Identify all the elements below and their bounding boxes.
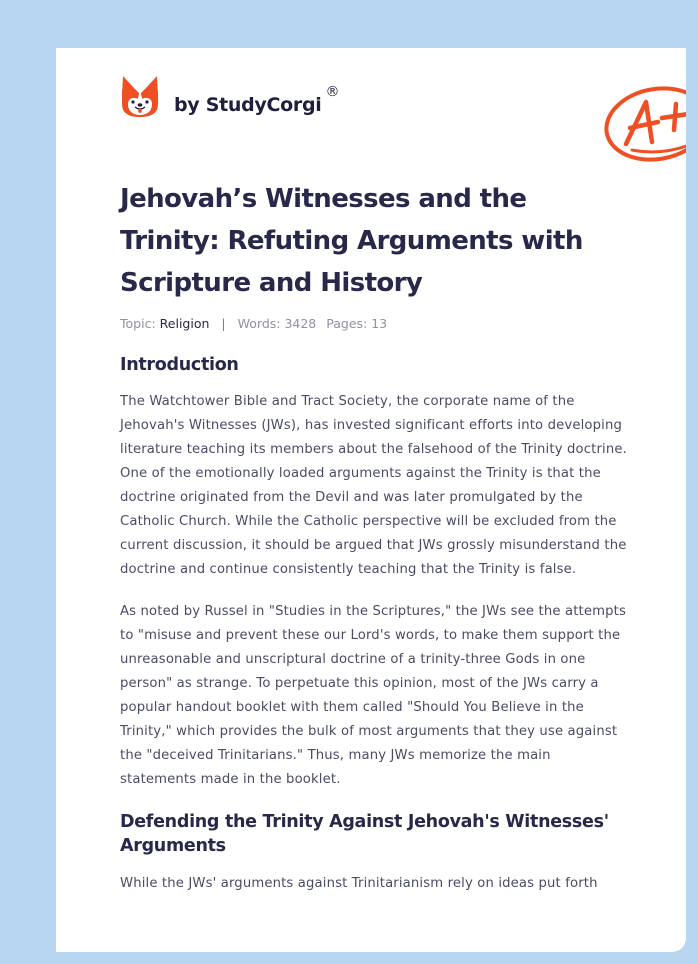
brand-name: by StudyCorgi <box>174 93 322 116</box>
paragraph: While the JWs' arguments against Trinitarianism rely on ideas put forth <box>120 876 598 891</box>
studycorgi-logo[interactable] <box>120 74 339 123</box>
registered-mark: ® <box>325 84 340 100</box>
word-count: Words: 3428 <box>237 316 317 331</box>
document-card <box>56 48 686 952</box>
article <box>120 178 630 896</box>
meta-separator: | <box>221 316 226 331</box>
paragraph: As noted by Russel in "Studies in the Scriptures," the JWs see the attempts to "misuse and prevent these our Lord's words, to make them support the unreasonable and unscriptural doctrine of a trinity-three Gods in one person" as strange. To perpetuate this opinion, most of the JWs carry a popular handout booklet with them called "Should You Believe in the Trinity," which provides the bulk of most arguments that they use against the "deceived Trinitarians." Thus, many JWs memorize the main statements made in the booklet. <box>120 604 626 787</box>
topic-label: Topic: <box>120 316 156 331</box>
header <box>120 74 650 144</box>
page-count: Pages: 13 <box>326 316 388 331</box>
section-heading-introduction: Introduction <box>120 355 239 375</box>
corgi-icon <box>120 74 160 123</box>
section-heading-defending-trinity: Defending the Trinity Against Jehovah's Witnesses' Arguments <box>120 812 609 856</box>
paragraph: The Watchtower Bible and Tract Society, the corporate name of the Jehovah's Witnesses (JWs), has invested significant efforts into developing literature teaching its members about the falsehood of the Trinity doctrine. One of the emotionally loaded arguments against the Trinity is that the doctrine originated from the Devil and was later promulgated by the Catholic Church. While the Catholic perspective will be excluded from the current discussion, it should be argued that JWs grossly misunderstand the doctrine and continue consistently teaching that the Trinity is false. <box>120 394 627 577</box>
topic-link[interactable]: Religion <box>159 316 210 331</box>
page-title: Jehovah’s Witnesses and the Trinity: Refuting Arguments with Scripture and History <box>120 184 583 298</box>
article-meta <box>120 316 630 331</box>
